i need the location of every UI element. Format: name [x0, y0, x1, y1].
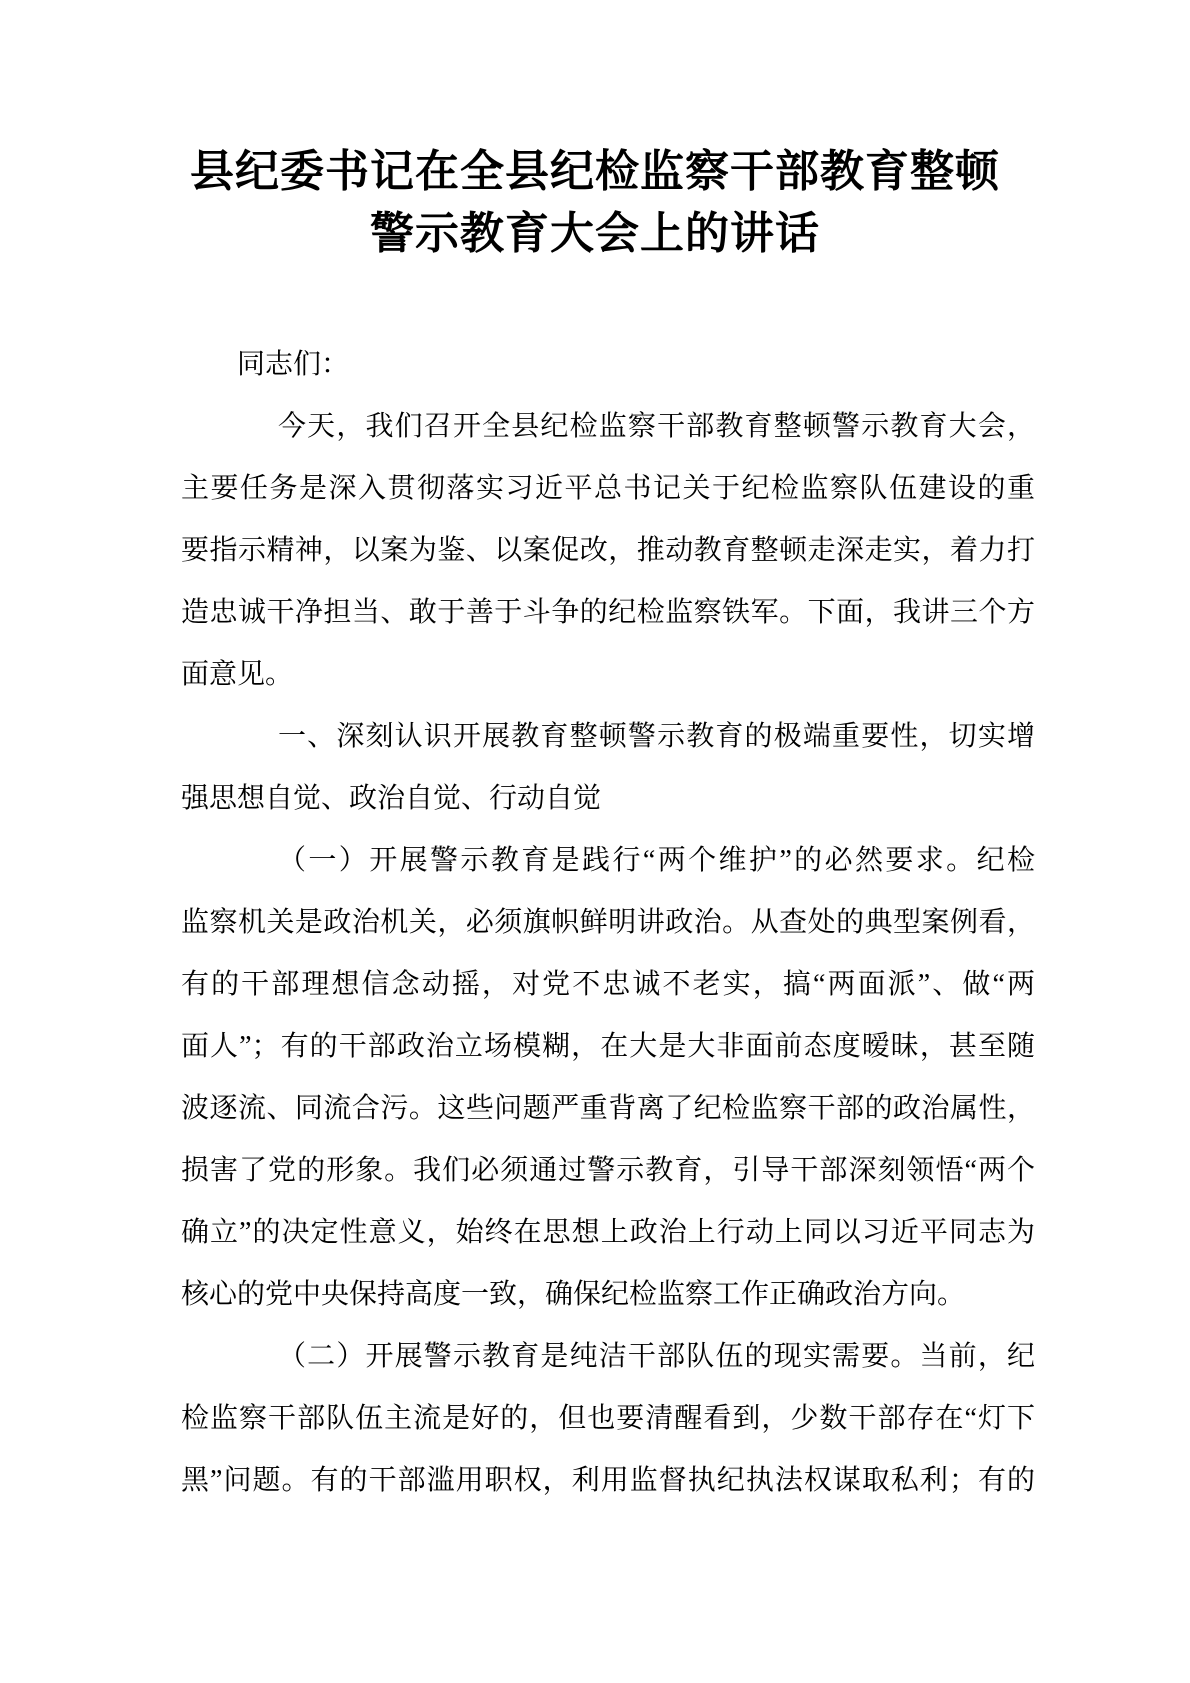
text-line: 主要任务是深入贯彻落实习近平总书记关于纪检监察队伍建设的重: [181, 473, 1035, 504]
paragraph: [181, 334, 1035, 396]
document-title: [0, 0, 1190, 265]
text-line: 面人”；有的干部政治立场模糊，在大是大非面前态度暧昧，甚至随: [181, 1031, 1035, 1062]
text-line: 要指示精神，以案为鉴、以案促改，推动教育整顿走深走实，着力打: [181, 535, 1035, 566]
text-line: 核心的党中央保持高度一致，确保纪检监察工作正确政治方向。: [181, 1279, 966, 1310]
text-line: 同志们：: [237, 349, 350, 380]
text-line: 监察机关是政治机关，必须旗帜鲜明讲政治。从查处的典型案例看，: [181, 907, 1035, 938]
text-line: 面意见。: [181, 659, 294, 690]
text-line: 一、深刻认识开展教育整顿警示教育的极端重要性，切实增: [278, 721, 1035, 752]
text-line: 波逐流、同流合污。这些问题严重背离了纪检监察干部的政治属性，: [181, 1093, 1035, 1124]
text-line: 今天，我们召开全县纪检监察干部教育整顿警示教育大会，: [278, 411, 1035, 442]
text-line: 造忠诚干净担当、敢于善于斗争的纪检监察铁军。下面，我讲三个方: [181, 597, 1035, 628]
paragraph: [181, 396, 1035, 706]
text-line: （一）开展警示教育是践行“两个维护”的必然要求。纪检: [278, 845, 1035, 876]
text-line: （二）开展警示教育是纯洁干部队伍的现实需要。当前，纪: [278, 1341, 1035, 1372]
paragraph: [181, 830, 1035, 1326]
text-line: 确立”的决定性意义，始终在思想上政治上行动上同以习近平同志为: [181, 1217, 1035, 1248]
paragraph: [181, 706, 1035, 830]
document-title-line-2: 警示教育大会上的讲话: [370, 209, 820, 258]
text-line: 黑”问题。有的干部滥用职权，利用监督执纪执法权谋取私利；有的: [181, 1465, 1035, 1496]
text-line: 检监察干部队伍主流是好的，但也要清醒看到，少数干部存在“灯下: [181, 1403, 1035, 1434]
document-body: [181, 334, 1035, 1512]
text-line: 损害了党的形象。我们必须通过警示教育，引导干部深刻领悟“两个: [181, 1155, 1035, 1186]
paragraph: [181, 1326, 1035, 1512]
text-line: 强思想自觉、政治自觉、行动自觉: [181, 783, 602, 814]
text-line: 有的干部理想信念动摇，对党不忠诚不老实，搞“两面派”、做“两: [181, 969, 1035, 1000]
document-title-line-1: 县纪委书记在全县纪检监察干部教育整顿: [190, 147, 1000, 196]
